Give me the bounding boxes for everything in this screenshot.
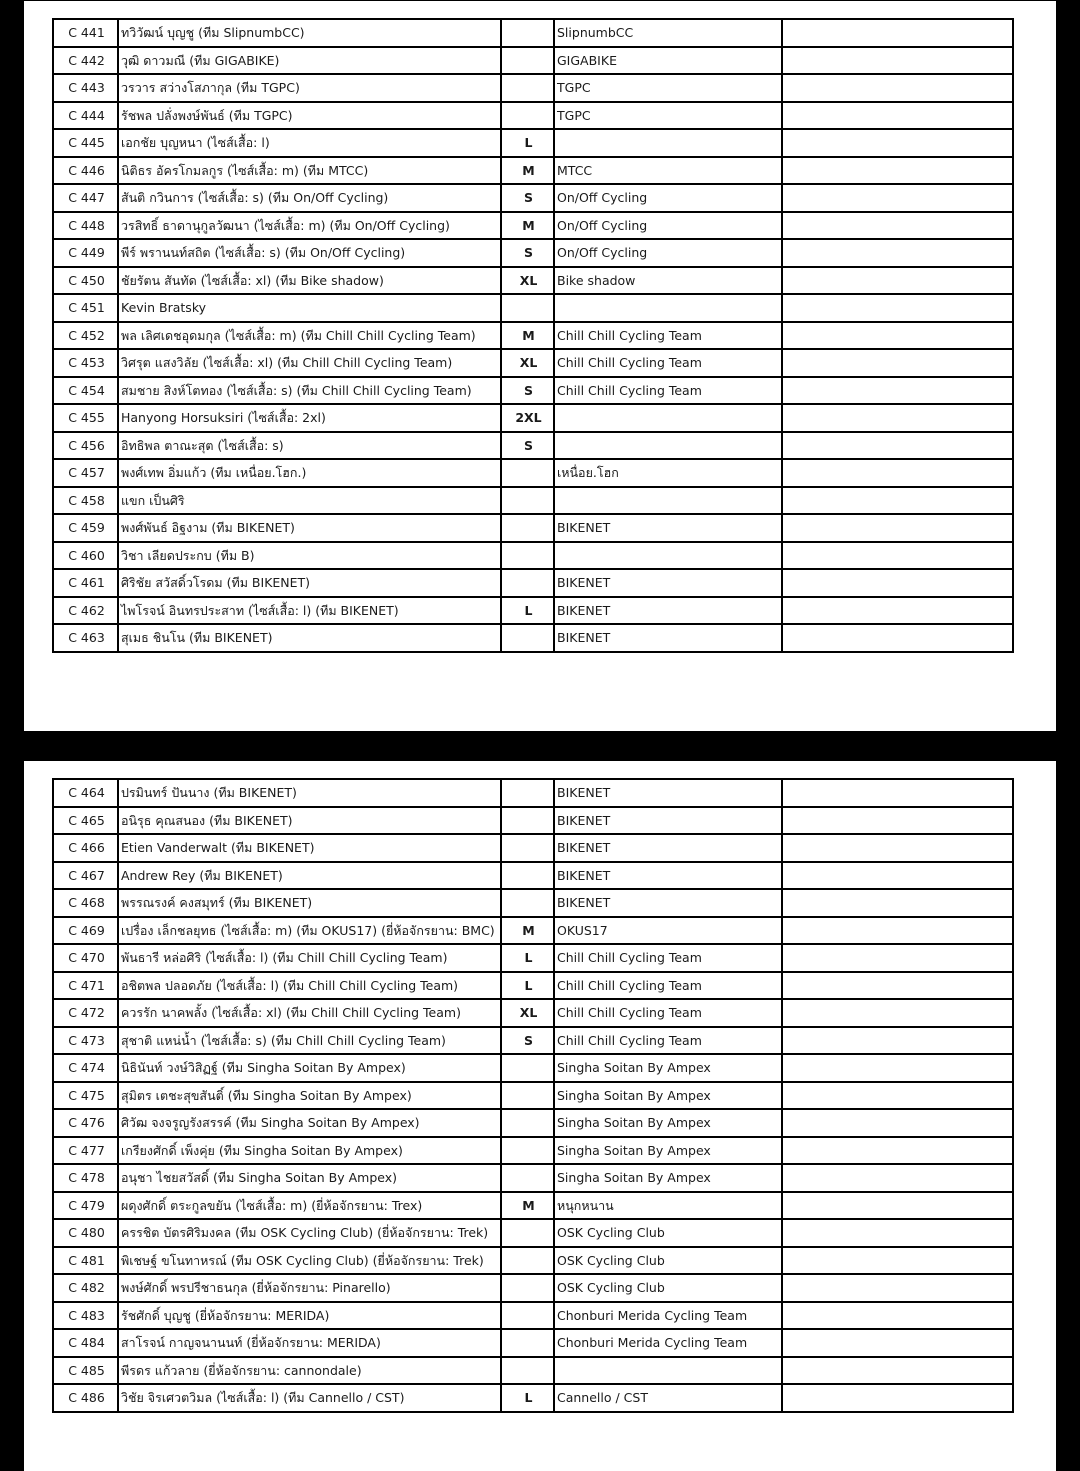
shirt-size-cell bbox=[501, 487, 554, 515]
shirt-size-cell bbox=[501, 514, 554, 542]
shirt-size-cell bbox=[501, 1329, 554, 1357]
team-cell: Bike shadow bbox=[554, 267, 782, 295]
participant-name-cell: สุชาติ แหน่น้ำ (ไซส์เสื้อ: s) (ทีม Chill Chill Cycling Team) bbox=[118, 1027, 501, 1055]
extra-cell bbox=[782, 294, 1013, 322]
shirt-size-cell bbox=[501, 102, 554, 130]
participant-name-cell: วิศรุต แสงวิลัย (ไซส์เสื้อ: xl) (ทีม Chill Chill Cycling Team) bbox=[118, 349, 501, 377]
extra-cell bbox=[782, 74, 1013, 102]
participant-name-cell: รัชศักดิ์ บุญชู (ยี่ห้อจักรยาน: MERIDA) bbox=[118, 1302, 501, 1330]
extra-cell bbox=[782, 972, 1013, 1000]
extra-cell bbox=[782, 834, 1013, 862]
team-cell: Chill Chill Cycling Team bbox=[554, 349, 782, 377]
table-row bbox=[53, 1384, 1013, 1412]
participant-table bbox=[52, 18, 1014, 653]
participant-name-cell: ศิริชัย สวัสดิ์วโรดม (ทีม BIKENET) bbox=[118, 569, 501, 597]
table-row bbox=[53, 74, 1013, 102]
participant-name-cell: วรสิทธิ์ ธาดานุกูลวัฒนา (ไซส์เสื้อ: m) (ทีม On/Off Cycling) bbox=[118, 212, 501, 240]
table-row bbox=[53, 239, 1013, 267]
bib-number-cell: C 452 bbox=[53, 322, 118, 350]
bib-number-cell: C 475 bbox=[53, 1082, 118, 1110]
shirt-size-cell bbox=[501, 74, 554, 102]
table-row bbox=[53, 1027, 1013, 1055]
bib-number-cell: C 470 bbox=[53, 944, 118, 972]
table-row bbox=[53, 1054, 1013, 1082]
extra-cell bbox=[782, 1137, 1013, 1165]
participant-name-cell: อนุชา ไชยสวัสดิ์ (ทีม Singha Soitan By Ampex) bbox=[118, 1164, 501, 1192]
table-row bbox=[53, 1247, 1013, 1275]
table-row bbox=[53, 917, 1013, 945]
shirt-size-cell: L bbox=[501, 129, 554, 157]
extra-cell bbox=[782, 1219, 1013, 1247]
extra-cell bbox=[782, 542, 1013, 570]
extra-cell bbox=[782, 47, 1013, 75]
extra-cell bbox=[782, 1329, 1013, 1357]
bib-number-cell: C 460 bbox=[53, 542, 118, 570]
bib-number-cell: C 450 bbox=[53, 267, 118, 295]
bib-number-cell: C 479 bbox=[53, 1192, 118, 1220]
team-cell: TGPC bbox=[554, 74, 782, 102]
participant-name-cell: สมชาย สิงห์โตทอง (ไซส์เสื้อ: s) (ทีม Chill Chill Cycling Team) bbox=[118, 377, 501, 405]
extra-cell bbox=[782, 514, 1013, 542]
table-row bbox=[53, 404, 1013, 432]
document-page-2 bbox=[24, 761, 1056, 1471]
table-row bbox=[53, 19, 1013, 47]
bib-number-cell: C 469 bbox=[53, 917, 118, 945]
shirt-size-cell: S bbox=[501, 1027, 554, 1055]
table-row bbox=[53, 514, 1013, 542]
participant-name-cell: Andrew Rey (ทีม BIKENET) bbox=[118, 862, 501, 890]
team-cell bbox=[554, 432, 782, 460]
participant-name-cell: พล เลิศเดชอุดมกุล (ไซส์เสื้อ: m) (ทีม Chill Chill Cycling Team) bbox=[118, 322, 501, 350]
shirt-size-cell: L bbox=[501, 1384, 554, 1412]
bib-number-cell: C 473 bbox=[53, 1027, 118, 1055]
table-row bbox=[53, 1109, 1013, 1137]
team-cell: Chill Chill Cycling Team bbox=[554, 972, 782, 1000]
bib-number-cell: C 463 bbox=[53, 624, 118, 652]
bib-number-cell: C 461 bbox=[53, 569, 118, 597]
table-row bbox=[53, 349, 1013, 377]
bib-number-cell: C 453 bbox=[53, 349, 118, 377]
team-cell bbox=[554, 404, 782, 432]
shirt-size-cell bbox=[501, 1357, 554, 1385]
table-row bbox=[53, 487, 1013, 515]
shirt-size-cell: XL bbox=[501, 267, 554, 295]
shirt-size-cell bbox=[501, 889, 554, 917]
extra-cell bbox=[782, 377, 1013, 405]
table-row bbox=[53, 1082, 1013, 1110]
bib-number-cell: C 468 bbox=[53, 889, 118, 917]
bib-number-cell: C 449 bbox=[53, 239, 118, 267]
team-cell: Chill Chill Cycling Team bbox=[554, 1027, 782, 1055]
extra-cell bbox=[782, 1384, 1013, 1412]
shirt-size-cell: XL bbox=[501, 349, 554, 377]
participant-name-cell: ครรชิต บัตรศิริมงคล (ทีม OSK Cycling Club) (ยี่ห้อจักรยาน: Trek) bbox=[118, 1219, 501, 1247]
shirt-size-cell bbox=[501, 1302, 554, 1330]
team-cell bbox=[554, 542, 782, 570]
table-row bbox=[53, 212, 1013, 240]
participant-name-cell: พันธารี หล่อศิริ (ไซส์เสื้อ: l) (ทีม Chill Chill Cycling Team) bbox=[118, 944, 501, 972]
bib-number-cell: C 483 bbox=[53, 1302, 118, 1330]
team-cell: GIGABIKE bbox=[554, 47, 782, 75]
team-cell: Singha Soitan By Ampex bbox=[554, 1137, 782, 1165]
team-cell: OSK Cycling Club bbox=[554, 1219, 782, 1247]
extra-cell bbox=[782, 267, 1013, 295]
team-cell: Chill Chill Cycling Team bbox=[554, 999, 782, 1027]
extra-cell bbox=[782, 239, 1013, 267]
shirt-size-cell bbox=[501, 624, 554, 652]
bib-number-cell: C 466 bbox=[53, 834, 118, 862]
shirt-size-cell bbox=[501, 47, 554, 75]
shirt-size-cell: 2XL bbox=[501, 404, 554, 432]
shirt-size-cell: M bbox=[501, 157, 554, 185]
participant-name-cell: สุมิตร เตชะสุขสันติ์ (ทีม Singha Soitan By Ampex) bbox=[118, 1082, 501, 1110]
team-cell: หนุกหนาน bbox=[554, 1192, 782, 1220]
bib-number-cell: C 465 bbox=[53, 807, 118, 835]
bib-number-cell: C 445 bbox=[53, 129, 118, 157]
shirt-size-cell: L bbox=[501, 944, 554, 972]
bib-number-cell: C 451 bbox=[53, 294, 118, 322]
shirt-size-cell: M bbox=[501, 917, 554, 945]
participant-name-cell: พีรดร แก้วลาย (ยี่ห้อจักรยาน: cannondale) bbox=[118, 1357, 501, 1385]
extra-cell bbox=[782, 1082, 1013, 1110]
extra-cell bbox=[782, 459, 1013, 487]
table-row bbox=[53, 102, 1013, 130]
team-cell: BIKENET bbox=[554, 779, 782, 807]
extra-cell bbox=[782, 19, 1013, 47]
bib-number-cell: C 476 bbox=[53, 1109, 118, 1137]
participant-name-cell: วิชัย จิรเศวตวิมล (ไซส์เสื้อ: l) (ทีม Cannello / CST) bbox=[118, 1384, 501, 1412]
team-cell: BIKENET bbox=[554, 514, 782, 542]
extra-cell bbox=[782, 349, 1013, 377]
shirt-size-cell: L bbox=[501, 597, 554, 625]
extra-cell bbox=[782, 1054, 1013, 1082]
participant-name-cell: ทวิวัฒน์ บุญชู (ทีม SlipnumbCC) bbox=[118, 19, 501, 47]
bib-number-cell: C 443 bbox=[53, 74, 118, 102]
participant-name-cell: อชิตพล ปลอดภัย (ไซส์เสื้อ: l) (ทีม Chill Chill Cycling Team) bbox=[118, 972, 501, 1000]
shirt-size-cell bbox=[501, 1274, 554, 1302]
extra-cell bbox=[782, 944, 1013, 972]
bib-number-cell: C 446 bbox=[53, 157, 118, 185]
participant-name-cell: ผดุงศักดิ์ ตระกูลขยัน (ไซส์เสื้อ: m) (ยี่ห้อจักรยาน: Trex) bbox=[118, 1192, 501, 1220]
participant-name-cell: พงษ์ศักดิ์ พรปรีชาธนกุล (ยี่ห้อจักรยาน: Pinarello) bbox=[118, 1274, 501, 1302]
extra-cell bbox=[782, 1164, 1013, 1192]
extra-cell bbox=[782, 999, 1013, 1027]
team-cell: Singha Soitan By Ampex bbox=[554, 1109, 782, 1137]
participant-name-cell: รัชพล ปลั่งพงษ์พันธ์ (ทีม TGPC) bbox=[118, 102, 501, 130]
shirt-size-cell: M bbox=[501, 322, 554, 350]
participant-name-cell: เปรื่อง เล็กชลยุทธ (ไซส์เสื้อ: m) (ทีม OKUS17) (ยี่ห้อจักรยาน: BMC) bbox=[118, 917, 501, 945]
table-row bbox=[53, 47, 1013, 75]
table-row bbox=[53, 597, 1013, 625]
bib-number-cell: C 444 bbox=[53, 102, 118, 130]
team-cell: Singha Soitan By Ampex bbox=[554, 1082, 782, 1110]
shirt-size-cell: S bbox=[501, 432, 554, 460]
team-cell: OSK Cycling Club bbox=[554, 1274, 782, 1302]
bib-number-cell: C 486 bbox=[53, 1384, 118, 1412]
shirt-size-cell bbox=[501, 569, 554, 597]
shirt-size-cell bbox=[501, 459, 554, 487]
team-cell: BIKENET bbox=[554, 807, 782, 835]
table-row bbox=[53, 294, 1013, 322]
shirt-size-cell bbox=[501, 1109, 554, 1137]
extra-cell bbox=[782, 487, 1013, 515]
team-cell: BIKENET bbox=[554, 569, 782, 597]
table-row bbox=[53, 1274, 1013, 1302]
extra-cell bbox=[782, 1274, 1013, 1302]
bib-number-cell: C 467 bbox=[53, 862, 118, 890]
table-row bbox=[53, 807, 1013, 835]
bib-number-cell: C 441 bbox=[53, 19, 118, 47]
bib-number-cell: C 482 bbox=[53, 1274, 118, 1302]
team-cell: BIKENET bbox=[554, 624, 782, 652]
extra-cell bbox=[782, 1247, 1013, 1275]
bib-number-cell: C 477 bbox=[53, 1137, 118, 1165]
bib-number-cell: C 464 bbox=[53, 779, 118, 807]
table-row bbox=[53, 1192, 1013, 1220]
team-cell bbox=[554, 294, 782, 322]
team-cell bbox=[554, 487, 782, 515]
extra-cell bbox=[782, 807, 1013, 835]
table-row bbox=[53, 459, 1013, 487]
participant-name-cell: Hanyong Horsuksiri (ไซส์เสื้อ: 2xl) bbox=[118, 404, 501, 432]
participant-name-cell: เอกชัย บุญหนา (ไซส์เสื้อ: l) bbox=[118, 129, 501, 157]
shirt-size-cell bbox=[501, 1247, 554, 1275]
shirt-size-cell bbox=[501, 1219, 554, 1247]
participant-name-cell: แขก เป็นศิริ bbox=[118, 487, 501, 515]
participant-name-cell: Kevin Bratsky bbox=[118, 294, 501, 322]
participant-name-cell: พรรณรงค์ คงสมุทร์ (ทีม BIKENET) bbox=[118, 889, 501, 917]
extra-cell bbox=[782, 212, 1013, 240]
table-row bbox=[53, 834, 1013, 862]
team-cell: BIKENET bbox=[554, 889, 782, 917]
team-cell: TGPC bbox=[554, 102, 782, 130]
extra-cell bbox=[782, 102, 1013, 130]
bib-number-cell: C 448 bbox=[53, 212, 118, 240]
team-cell: On/Off Cycling bbox=[554, 239, 782, 267]
shirt-size-cell bbox=[501, 19, 554, 47]
table-row bbox=[53, 1219, 1013, 1247]
table-row bbox=[53, 184, 1013, 212]
team-cell: BIKENET bbox=[554, 862, 782, 890]
table-row bbox=[53, 542, 1013, 570]
shirt-size-cell bbox=[501, 1054, 554, 1082]
team-cell: Chill Chill Cycling Team bbox=[554, 322, 782, 350]
shirt-size-cell bbox=[501, 1082, 554, 1110]
table-row bbox=[53, 377, 1013, 405]
extra-cell bbox=[782, 404, 1013, 432]
shirt-size-cell bbox=[501, 1137, 554, 1165]
shirt-size-cell bbox=[501, 862, 554, 890]
team-cell: Cannello / CST bbox=[554, 1384, 782, 1412]
team-cell: MTCC bbox=[554, 157, 782, 185]
participant-name-cell: พงศ์พันธ์ อิฐงาม (ทีม BIKENET) bbox=[118, 514, 501, 542]
team-cell: Chill Chill Cycling Team bbox=[554, 377, 782, 405]
extra-cell bbox=[782, 862, 1013, 890]
document-page-1 bbox=[24, 1, 1056, 731]
participant-name-cell: สุเมธ ชินโน (ทีม BIKENET) bbox=[118, 624, 501, 652]
shirt-size-cell bbox=[501, 834, 554, 862]
extra-cell bbox=[782, 432, 1013, 460]
shirt-size-cell bbox=[501, 294, 554, 322]
bib-number-cell: C 457 bbox=[53, 459, 118, 487]
participant-name-cell: ศิวัฒ จงจรูญรังสรรค์ (ทีม Singha Soitan By Ampex) bbox=[118, 1109, 501, 1137]
participant-name-cell: ควรรัก นาคพลั้ง (ไซส์เสื้อ: xl) (ทีม Chill Chill Cycling Team) bbox=[118, 999, 501, 1027]
table-row bbox=[53, 1137, 1013, 1165]
participant-name-cell: ชัยรัตน สันทัด (ไซส์เสื้อ: xl) (ทีม Bike shadow) bbox=[118, 267, 501, 295]
table-row bbox=[53, 1302, 1013, 1330]
table-row bbox=[53, 624, 1013, 652]
extra-cell bbox=[782, 184, 1013, 212]
team-cell: On/Off Cycling bbox=[554, 212, 782, 240]
bib-number-cell: C 474 bbox=[53, 1054, 118, 1082]
table-row bbox=[53, 889, 1013, 917]
extra-cell bbox=[782, 624, 1013, 652]
extra-cell bbox=[782, 1302, 1013, 1330]
participant-name-cell: พีร์ พรานนท์สถิต (ไซส์เสื้อ: s) (ทีม On/Off Cycling) bbox=[118, 239, 501, 267]
bib-number-cell: C 484 bbox=[53, 1329, 118, 1357]
bib-number-cell: C 478 bbox=[53, 1164, 118, 1192]
table-row bbox=[53, 862, 1013, 890]
shirt-size-cell bbox=[501, 807, 554, 835]
participant-name-cell: พิเชษฐ์ ขโนทาหรณ์ (ทีม OSK Cycling Club) (ยี่ห้อจักรยาน: Trek) bbox=[118, 1247, 501, 1275]
extra-cell bbox=[782, 917, 1013, 945]
extra-cell bbox=[782, 157, 1013, 185]
extra-cell bbox=[782, 1109, 1013, 1137]
table-row bbox=[53, 972, 1013, 1000]
shirt-size-cell: S bbox=[501, 184, 554, 212]
team-cell: Chonburi Merida Cycling Team bbox=[554, 1329, 782, 1357]
extra-cell bbox=[782, 569, 1013, 597]
shirt-size-cell: S bbox=[501, 239, 554, 267]
shirt-size-cell: M bbox=[501, 1192, 554, 1220]
table-row bbox=[53, 267, 1013, 295]
table-row bbox=[53, 999, 1013, 1027]
extra-cell bbox=[782, 129, 1013, 157]
participant-table bbox=[52, 778, 1014, 1413]
team-cell: Chonburi Merida Cycling Team bbox=[554, 1302, 782, 1330]
bib-number-cell: C 462 bbox=[53, 597, 118, 625]
bib-number-cell: C 454 bbox=[53, 377, 118, 405]
shirt-size-cell bbox=[501, 1164, 554, 1192]
participant-name-cell: สันติ กวินการ (ไซส์เสื้อ: s) (ทีม On/Off Cycling) bbox=[118, 184, 501, 212]
team-cell bbox=[554, 1357, 782, 1385]
participant-name-cell: วรวาร สว่างโสภากุล (ทีม TGPC) bbox=[118, 74, 501, 102]
bib-number-cell: C 459 bbox=[53, 514, 118, 542]
bib-number-cell: C 447 bbox=[53, 184, 118, 212]
bib-number-cell: C 485 bbox=[53, 1357, 118, 1385]
extra-cell bbox=[782, 779, 1013, 807]
team-cell: SlipnumbCC bbox=[554, 19, 782, 47]
extra-cell bbox=[782, 1357, 1013, 1385]
shirt-size-cell: S bbox=[501, 377, 554, 405]
table-row bbox=[53, 1164, 1013, 1192]
table-row bbox=[53, 322, 1013, 350]
extra-cell bbox=[782, 597, 1013, 625]
participant-name-cell: ปรมินทร์ ปันนาง (ทีม BIKENET) bbox=[118, 779, 501, 807]
participant-name-cell: Etien Vanderwalt (ทีม BIKENET) bbox=[118, 834, 501, 862]
bib-number-cell: C 480 bbox=[53, 1219, 118, 1247]
participant-name-cell: ไพโรจน์ อินทรประสาท (ไซส์เสื้อ: l) (ทีม BIKENET) bbox=[118, 597, 501, 625]
extra-cell bbox=[782, 889, 1013, 917]
team-cell: Chill Chill Cycling Team bbox=[554, 944, 782, 972]
extra-cell bbox=[782, 322, 1013, 350]
table-row bbox=[53, 129, 1013, 157]
participant-name-cell: สาโรจน์ กาญจนานนท์ (ยี่ห้อจักรยาน: MERIDA) bbox=[118, 1329, 501, 1357]
participant-name-cell: วิชา เลียดประกบ (ทีม B) bbox=[118, 542, 501, 570]
participant-name-cell: นิธินันท์ วงษ์วิสิฏฐ์ (ทีม Singha Soitan By Ampex) bbox=[118, 1054, 501, 1082]
team-cell: Singha Soitan By Ampex bbox=[554, 1164, 782, 1192]
participant-name-cell: อิทธิพล ตาณะสุต (ไซส์เสื้อ: s) bbox=[118, 432, 501, 460]
bib-number-cell: C 456 bbox=[53, 432, 118, 460]
extra-cell bbox=[782, 1192, 1013, 1220]
participant-name-cell: พงศ์เทพ อิ่มแก้ว (ทีม เหนื่อย.โฮก.) bbox=[118, 459, 501, 487]
table-row bbox=[53, 779, 1013, 807]
table-row bbox=[53, 432, 1013, 460]
bib-number-cell: C 481 bbox=[53, 1247, 118, 1275]
bib-number-cell: C 471 bbox=[53, 972, 118, 1000]
participant-name-cell: เกรียงศักดิ์ เพ็งคุ่ย (ทีม Singha Soitan By Ampex) bbox=[118, 1137, 501, 1165]
team-cell: On/Off Cycling bbox=[554, 184, 782, 212]
team-cell: BIKENET bbox=[554, 834, 782, 862]
team-cell: Singha Soitan By Ampex bbox=[554, 1054, 782, 1082]
table-row bbox=[53, 944, 1013, 972]
shirt-size-cell: M bbox=[501, 212, 554, 240]
participant-name-cell: นิติธร อัครโกมลกูร (ไซส์เสื้อ: m) (ทีม MTCC) bbox=[118, 157, 501, 185]
team-cell: เหนื่อย.โฮก bbox=[554, 459, 782, 487]
shirt-size-cell: XL bbox=[501, 999, 554, 1027]
extra-cell bbox=[782, 1027, 1013, 1055]
table-row bbox=[53, 1329, 1013, 1357]
participant-name-cell: วุฒิ ดาวมณี (ทีม GIGABIKE) bbox=[118, 47, 501, 75]
team-cell: OKUS17 bbox=[554, 917, 782, 945]
bib-number-cell: C 472 bbox=[53, 999, 118, 1027]
bib-number-cell: C 442 bbox=[53, 47, 118, 75]
team-cell bbox=[554, 129, 782, 157]
shirt-size-cell: L bbox=[501, 972, 554, 1000]
table-row bbox=[53, 157, 1013, 185]
shirt-size-cell bbox=[501, 779, 554, 807]
bib-number-cell: C 455 bbox=[53, 404, 118, 432]
team-cell: BIKENET bbox=[554, 597, 782, 625]
shirt-size-cell bbox=[501, 542, 554, 570]
bib-number-cell: C 458 bbox=[53, 487, 118, 515]
team-cell: OSK Cycling Club bbox=[554, 1247, 782, 1275]
table-row bbox=[53, 569, 1013, 597]
table-row bbox=[53, 1357, 1013, 1385]
participant-name-cell: อนิรุธ คุณสนอง (ทีม BIKENET) bbox=[118, 807, 501, 835]
